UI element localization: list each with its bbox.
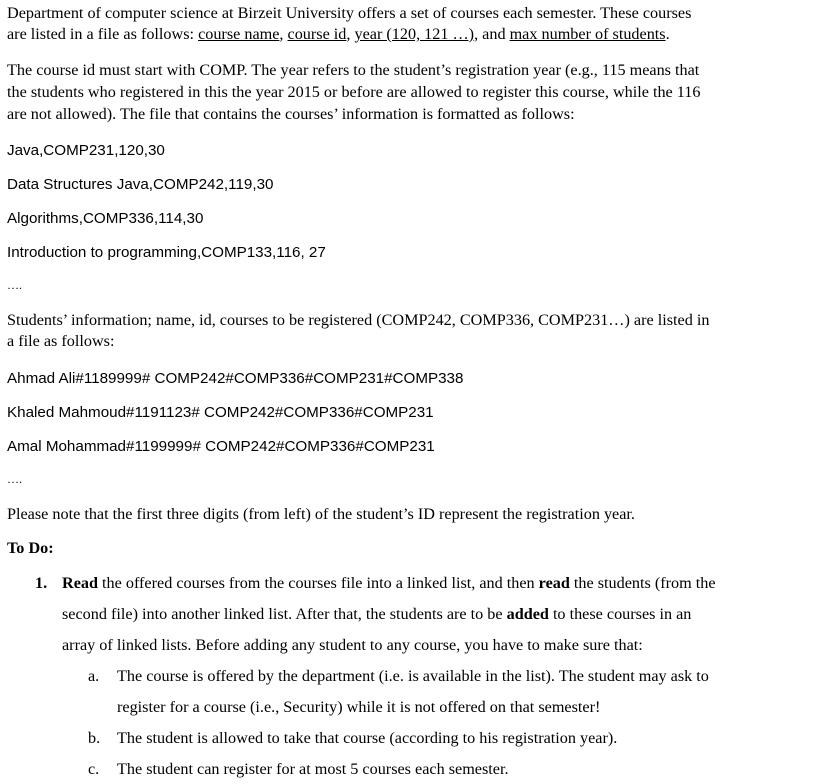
sub-item-b-line-1: The student is allowed to take that course (according to his registration year). [117, 729, 618, 747]
bold-read: Read [62, 574, 98, 592]
task-1-text: to these courses in an [548, 605, 692, 623]
bold-read: read [538, 574, 570, 592]
sub-item-label: a. [88, 667, 100, 685]
intro-line-2-text: are listed in a file as follows: [7, 25, 199, 43]
registration-note: Please note that the first three digits (from left) of the student’s ID represent the registration year. [7, 505, 635, 523]
course-record: Introduction to programming,COMP133,116, 27 [7, 244, 326, 261]
task-1-text: second file) into another linked list. After that, the students are to be [62, 605, 507, 623]
course-desc-line-1: The course id must start with COMP. The year refers to the student’s registration year (e.g., 115 means that [7, 61, 700, 79]
intro-line-2: are listed in a file as follows: course name, course id, year (120, 121 …), and max number of students. [7, 25, 670, 43]
student-record: Ahmad Ali#1189999# COMP242#COMP336#COMP231#COMP338 [7, 370, 464, 387]
course-desc-line-2: the students who registered in this the year 2015 or before are allowed to register this course, while the 116 [7, 83, 701, 101]
sub-item-a-line-2: register for a course (i.e., Security) while it is not offered on that semester! [117, 698, 601, 716]
course-desc-line-3: are not allowed). The file that contains the courses’ information is formatted as follows: [7, 105, 575, 123]
student-record: Amal Mohammad#1199999# COMP242#COMP336#COMP231 [7, 438, 435, 455]
sub-item-c-line-1: The student can register for at most 5 courses each semester. [117, 760, 509, 778]
course-record: Algorithms,COMP336,114,30 [7, 210, 204, 227]
task-1-text: the offered courses from the courses file into a linked list, and then [97, 574, 539, 592]
task-number [35, 574, 47, 593]
field-course-name: course name [198, 25, 280, 43]
student-record: Khaled Mahmoud#1191123# COMP242#COMP336#COMP231 [7, 404, 434, 421]
bold-added: added [506, 605, 549, 623]
task-1-text: the students (from the [569, 574, 716, 592]
field-course-id: course id [287, 25, 347, 43]
student-desc-line-2: a file as follows: [7, 332, 115, 350]
student-desc-line-1: Students’ information; name, id, courses to be registered (COMP242, COMP336, COMP231…) are listed in [7, 311, 710, 329]
ellipsis-marker: …. [7, 278, 22, 292]
sub-item-label: c. [88, 760, 100, 778]
sub-item-label: b. [88, 729, 101, 747]
task-1-line-1 [62, 574, 716, 593]
course-record: Java,COMP231,120,30 [7, 142, 165, 159]
field-year: year (120, 121 …) [354, 25, 475, 43]
todo-heading-text: To Do: [7, 539, 54, 557]
task-1-line-3: array of linked lists. Before adding any student to any course, you have to make sure that: [62, 636, 643, 654]
todo-heading [7, 539, 54, 558]
ellipsis-marker: …. [7, 472, 22, 486]
course-record: Data Structures Java,COMP242,119,30 [7, 176, 274, 193]
intro-period: . [665, 25, 670, 43]
task-1-line-2 [62, 605, 691, 624]
task-number-text: 1. [35, 574, 48, 592]
intro-and: , and [474, 25, 510, 43]
sub-item-a-line-1: The course is offered by the department (i.e. is available in the list). The student may ask to [117, 667, 709, 685]
field-max-students: max number of students [509, 25, 666, 43]
intro-line-1: Department of computer science at Birzeit University offers a set of courses each semester. These courses [7, 4, 692, 22]
